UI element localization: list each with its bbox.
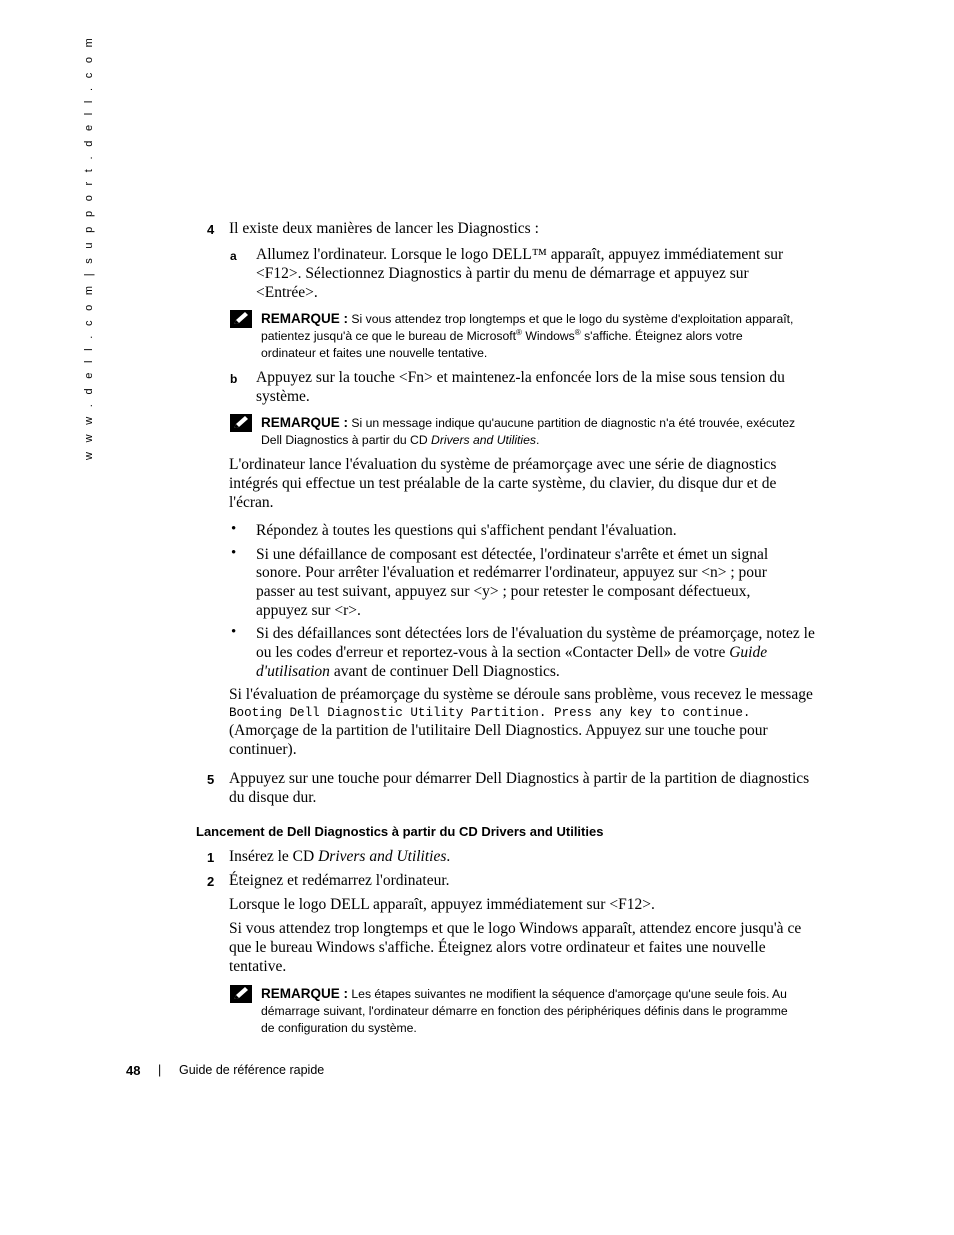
- footer-separator: |: [158, 1063, 162, 1077]
- para-1-line-2: intégrés qui effectue un test préalable de la carte système, du clavier, du disque dur et de: [229, 475, 777, 492]
- note-2: [261, 414, 821, 449]
- note-3-line-1: Les étapes suivantes ne modifient la séquence d'amorçage qu'une seule fois. Au: [351, 987, 787, 1001]
- page-number: 48: [126, 1063, 141, 1078]
- para-4-line-1: Si vous attendez trop longtemps et que le logo Windows apparaît, attendez encore jusqu'à ce: [229, 920, 802, 937]
- step-4a-line-1: Allumez l'ordinateur. Lorsque le logo DELL™ apparaît, appuyez immédiatement sur: [256, 246, 784, 263]
- section-heading: Lancement de Dell Diagnostics à partir du CD Drivers and Utilities: [196, 824, 604, 839]
- bullet-3-line-2-italic: Guide: [729, 644, 768, 661]
- footer-title: Guide de référence rapide: [179, 1063, 325, 1077]
- bullet-1-text: Répondez à toutes les questions qui s'affichent pendant l'évaluation.: [256, 522, 677, 539]
- bullet-2-line-3: passer au test suivant, appuyez sur <y> ; pour retester le composant défectueux,: [256, 583, 751, 600]
- step-4b-line-1: Appuyez sur la touche <Fn> et maintenez-la enfoncée lors de la mise sous tension du: [256, 369, 785, 386]
- para-4-line-2: que le bureau Windows s'affiche. Éteignez alors votre ordinateur et faites une nouvelle: [229, 939, 766, 956]
- step-4a-label: a: [230, 249, 237, 263]
- step-5-number: 5: [207, 772, 215, 787]
- note-1-line-1: Si vous attendez trop longtemps et que le logo du système d'exploitation apparaît,: [351, 312, 794, 326]
- note-1-line-2-pre: patientez jusqu'à ce que le bureau de Microsoft: [261, 329, 517, 343]
- bullet-marker: •: [231, 521, 237, 537]
- note-3: [261, 985, 831, 1037]
- step-4a-line-2: <F12>. Sélectionnez Diagnostics à partir du menu de démarrage et appuyez sur: [256, 265, 749, 282]
- step-4-number: 4: [207, 222, 215, 237]
- para-1-line-3: l'écran.: [229, 494, 274, 511]
- note-1-line-2-mid: Windows: [521, 329, 575, 343]
- note-3-line-2: démarrage suivant, l'ordinateur démarre en fonction des périphériques définis dans le programme: [261, 1004, 788, 1018]
- bullet-3-line-3-italic: d'utilisation: [256, 663, 330, 680]
- cd-step-1-number: 1: [207, 850, 215, 865]
- cd-step-1-text: [229, 847, 450, 866]
- step-5-line-2: du disque dur.: [229, 789, 317, 806]
- bullet-3-line-2-pre: ou les codes d'erreur et reportez-vous à la section «Contacter Dell» de votre: [256, 644, 730, 661]
- bullet-3-line-2: [256, 643, 767, 662]
- bullet-2-line-2: sonore. Pour arrêter l'évaluation et redémarrer l'ordinateur, appuyez sur <n> ; pour: [256, 564, 767, 581]
- step-4-text: Il existe deux manières de lancer les Diagnostics :: [229, 220, 539, 237]
- para-2-code: Booting Dell Diagnostic Utility Partition. Press any key to continue.: [229, 706, 751, 720]
- bullet-marker: •: [231, 545, 237, 561]
- note-1-line-3: ordinateur et faites une nouvelle tentative.: [261, 346, 488, 360]
- note-1-line-2-post: s'affiche. Éteignez alors votre: [580, 329, 743, 343]
- cd-step-2-number: 2: [207, 874, 215, 889]
- step-4b-line-2: système.: [256, 388, 310, 405]
- para-2-line-3: (Amorçage de la partition de l'utilitaire Dell Diagnostics. Appuyez sur une touche pour: [229, 722, 768, 739]
- bullet-3-line-3: [256, 662, 560, 681]
- cd-step-1-italic: Drivers and Utilities: [318, 848, 447, 865]
- step-4a-line-3: <Entrée>.: [256, 284, 318, 301]
- registered-mark: ®: [516, 327, 522, 337]
- cd-step-1-post: .: [446, 848, 451, 865]
- note-pencil-icon: [230, 310, 252, 328]
- step-4b-label: b: [230, 372, 238, 386]
- note-1: [261, 310, 821, 362]
- note-2-label: REMARQUE :: [261, 415, 348, 430]
- note-pencil-icon: [230, 985, 252, 1003]
- note-pencil-icon: [230, 414, 252, 432]
- note-2-line-2-pre: Dell Diagnostics à partir du CD: [261, 433, 432, 447]
- bullet-2-line-1: Si une défaillance de composant est détectée, l'ordinateur s'arrête et émet un signal: [256, 546, 769, 563]
- para-3: Lorsque le logo DELL apparaît, appuyez immédiatement sur <F12>.: [229, 896, 655, 913]
- para-1-line-1: L'ordinateur lance l'évaluation du système de préamorçage avec une série de diagnostics: [229, 456, 777, 473]
- bullet-3-line-1: Si des défaillances sont détectées lors de l'évaluation du système de préamorçage, notez le: [256, 625, 815, 642]
- step-5-line-1: Appuyez sur une touche pour démarrer Dell Diagnostics à partir de la partition de diagnostics: [229, 770, 810, 787]
- registered-mark: ®: [574, 327, 581, 337]
- note-3-line-3: de configuration du système.: [261, 1021, 417, 1035]
- note-2-line-2-post: .: [536, 433, 540, 447]
- para-2-line-1: Si l'évaluation de préamorçage du système se déroule sans problème, vous recevez le message: [229, 686, 813, 703]
- note-2-line-1: Si un message indique qu'aucune partition de diagnostic n'a été trouvée, exécutez: [351, 416, 796, 430]
- note-3-label: REMARQUE :: [261, 986, 348, 1001]
- cd-step-1-pre: Insérez le CD: [229, 848, 319, 865]
- para-4-line-3: tentative.: [229, 958, 287, 975]
- cd-step-2-text: Éteignez et redémarrez l'ordinateur.: [229, 872, 450, 889]
- para-2-line-4: continuer).: [229, 741, 297, 758]
- bullet-3-line-3-post: avant de continuer Dell Diagnostics.: [329, 663, 560, 680]
- note-2-line-2-italic: Drivers and Utilities: [431, 433, 536, 447]
- sidebar-url: w w w . d e l l . c o m | s u p p o r t . d e l l . c o m: [83, 34, 95, 460]
- note-1-label: REMARQUE :: [261, 311, 348, 326]
- bullet-2-line-4: appuyez sur <r>.: [256, 602, 361, 619]
- bullet-marker: •: [231, 624, 237, 640]
